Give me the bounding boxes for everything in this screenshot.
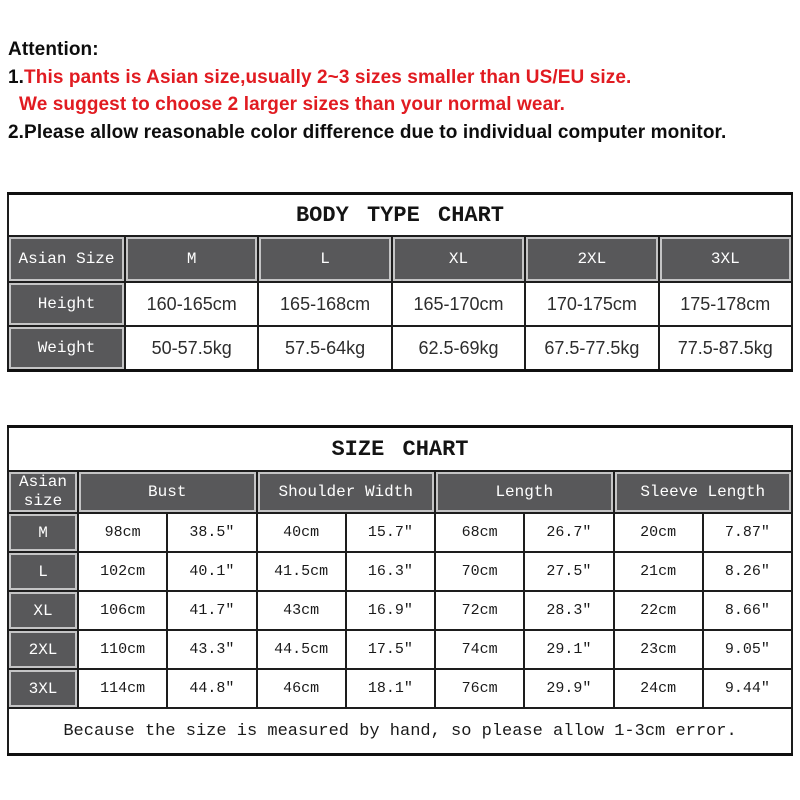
table-cell: 21cm xyxy=(614,552,703,591)
size-row-3xl xyxy=(8,669,792,708)
body-chart-title: BODY TYPE CHART xyxy=(8,194,792,237)
measurement-error-note: Because the size is measured by hand, so please allow 1-3cm error. xyxy=(8,708,792,755)
body-chart-corner-header: Asian Size xyxy=(8,236,125,282)
table-cell: 160-165cm xyxy=(125,282,258,326)
table-cell: 20cm xyxy=(614,513,703,552)
table-cell: 50-57.5kg xyxy=(125,326,258,371)
size-chart-corner-header: Asian size xyxy=(8,471,78,513)
table-cell: 46cm xyxy=(257,669,346,708)
row-label-size: 3XL xyxy=(8,669,78,708)
table-cell: 18.1″ xyxy=(346,669,435,708)
table-cell: 29.9″ xyxy=(524,669,613,708)
row-label-size: M xyxy=(8,513,78,552)
table-cell: 114cm xyxy=(78,669,167,708)
table-cell: 68cm xyxy=(435,513,524,552)
row-label-weight: Weight xyxy=(8,326,125,371)
table-cell: 98cm xyxy=(78,513,167,552)
row-label-size: 2XL xyxy=(8,630,78,669)
body-chart-header-cell: 2XL xyxy=(525,236,658,282)
table-cell: 77.5-87.5kg xyxy=(659,326,792,371)
table-cell: 74cm xyxy=(435,630,524,669)
size-row-2xl xyxy=(8,630,792,669)
table-cell: 175-178cm xyxy=(659,282,792,326)
weight-row xyxy=(8,326,792,371)
table-cell: 170-175cm xyxy=(525,282,658,326)
table-cell: 72cm xyxy=(435,591,524,630)
attention-line-2-warning: We suggest to choose 2 larger sizes than your normal wear. xyxy=(19,94,566,115)
table-cell: 28.3″ xyxy=(524,591,613,630)
table-cell: 44.8″ xyxy=(167,669,256,708)
group-header-shoulder-width: Shoulder Width xyxy=(257,471,436,513)
size-row-m xyxy=(8,513,792,552)
body-chart-header-cell: M xyxy=(125,236,258,282)
table-cell: 102cm xyxy=(78,552,167,591)
table-cell: 9.44″ xyxy=(703,669,792,708)
table-cell: 76cm xyxy=(435,669,524,708)
group-header-sleeve-length: Sleeve Length xyxy=(614,471,793,513)
group-header-length: Length xyxy=(435,471,614,513)
size-chart-footer-row xyxy=(8,708,792,755)
table-cell: 41.5cm xyxy=(257,552,346,591)
table-cell: 43.3″ xyxy=(167,630,256,669)
size-chart-title-row xyxy=(8,427,792,472)
group-header-bust: Bust xyxy=(78,471,257,513)
table-cell: 16.3″ xyxy=(346,552,435,591)
table-cell: 23cm xyxy=(614,630,703,669)
table-cell: 70cm xyxy=(435,552,524,591)
table-cell: 26.7″ xyxy=(524,513,613,552)
table-cell: 24cm xyxy=(614,669,703,708)
table-cell: 41.7″ xyxy=(167,591,256,630)
attention-line-1-warning: This pants is Asian size,usually 2~3 sizes smaller than US/EU size. xyxy=(24,66,632,88)
body-chart-header-cell: XL xyxy=(392,236,525,282)
table-cell: 106cm xyxy=(78,591,167,630)
table-cell: 165-168cm xyxy=(258,282,391,326)
table-cell: 27.5″ xyxy=(524,552,613,591)
table-cell: 9.05″ xyxy=(703,630,792,669)
attention-block xyxy=(8,36,796,146)
size-row-l xyxy=(8,552,792,591)
table-cell: 40cm xyxy=(257,513,346,552)
table-cell: 7.87″ xyxy=(703,513,792,552)
table-cell: 62.5-69kg xyxy=(392,326,525,371)
table-cell: 38.5″ xyxy=(167,513,256,552)
body-chart-header-cell: L xyxy=(258,236,391,282)
row-label-size: L xyxy=(8,552,78,591)
body-chart-header-row xyxy=(8,236,792,282)
size-chart-table xyxy=(7,425,793,756)
attention-line-1-number: 1. xyxy=(8,66,25,88)
table-cell: 67.5-77.5kg xyxy=(525,326,658,371)
table-cell: 165-170cm xyxy=(392,282,525,326)
body-chart-header-cell: 3XL xyxy=(659,236,792,282)
row-label-size: XL xyxy=(8,591,78,630)
height-row xyxy=(8,282,792,326)
table-cell: 16.9″ xyxy=(346,591,435,630)
size-chart-header-row xyxy=(8,471,792,513)
table-cell: 40.1″ xyxy=(167,552,256,591)
table-cell: 44.5cm xyxy=(257,630,346,669)
table-cell: 57.5-64kg xyxy=(258,326,391,371)
table-cell: 8.66″ xyxy=(703,591,792,630)
table-cell: 43cm xyxy=(257,591,346,630)
attention-heading: Attention: xyxy=(8,39,99,60)
body-chart-title-row xyxy=(8,194,792,237)
body-type-chart-table xyxy=(7,192,793,372)
table-cell: 15.7″ xyxy=(346,513,435,552)
attention-line-1 xyxy=(8,64,796,92)
row-label-height: Height xyxy=(8,282,125,326)
attention-line-3: 2.Please allow reasonable color difference due to individual computer monitor. xyxy=(8,121,727,143)
table-cell: 17.5″ xyxy=(346,630,435,669)
table-cell: 22cm xyxy=(614,591,703,630)
size-row-xl xyxy=(8,591,792,630)
table-cell: 8.26″ xyxy=(703,552,792,591)
table-cell: 29.1″ xyxy=(524,630,613,669)
size-chart-title: SIZE CHART xyxy=(8,427,792,472)
table-cell: 110cm xyxy=(78,630,167,669)
